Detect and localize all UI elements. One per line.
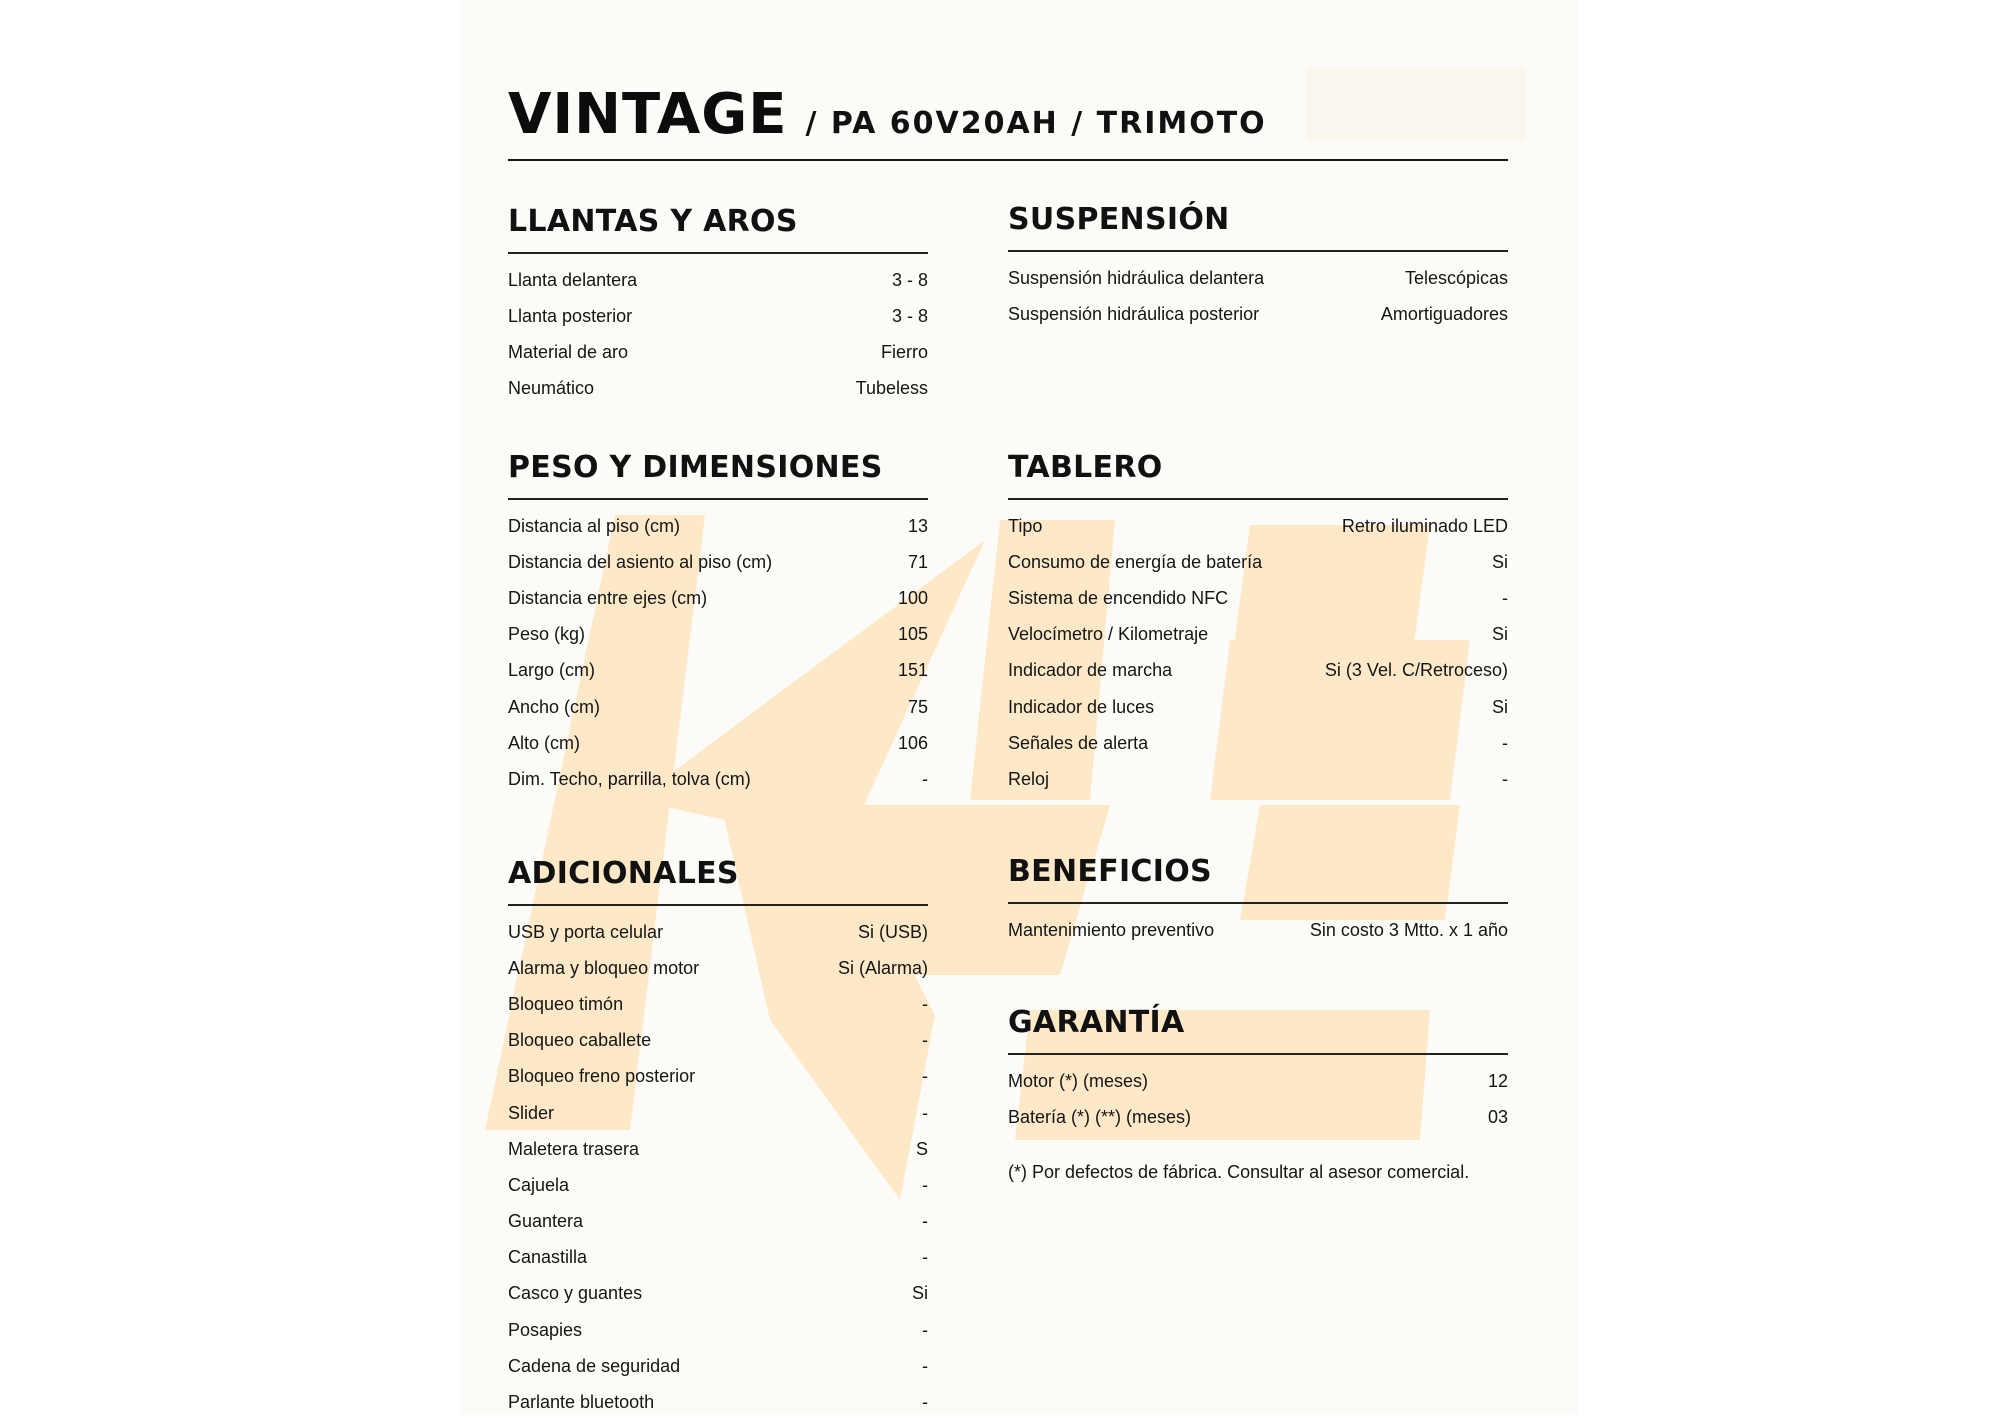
spec-label: Distancia del asiento al piso (cm) — [508, 551, 773, 572]
spec-label: Consumo de energía de batería — [1008, 551, 1263, 572]
spec-value: 12 — [1487, 1070, 1508, 1091]
spec-label: Indicador de luces — [1008, 696, 1155, 717]
spec-label: Maletera trasera — [508, 1138, 640, 1159]
section-adicionales — [508, 854, 928, 1421]
spec-label: Slider — [508, 1102, 555, 1123]
spec-row — [1008, 260, 1508, 296]
spec-row — [508, 653, 928, 689]
section-tablero — [1008, 448, 1508, 798]
spec-row — [508, 1059, 928, 1095]
spec-label: Material de aro — [508, 341, 629, 362]
spec-row — [508, 371, 928, 407]
spec-label: Largo (cm) — [508, 660, 596, 681]
spec-label: Distancia al piso (cm) — [508, 515, 681, 536]
section-peso-y-dimensiones — [508, 448, 928, 798]
spec-row — [1008, 1063, 1508, 1099]
spec-row — [508, 334, 928, 370]
spec-label: Distancia entre ejes (cm) — [508, 587, 708, 608]
section-garantia — [1008, 1003, 1508, 1135]
spec-row — [508, 950, 928, 986]
spec-label: Llanta posterior — [508, 305, 633, 326]
header-divider — [508, 159, 1508, 161]
spec-label: Parlante bluetooth — [508, 1392, 655, 1413]
spec-value: 75 — [907, 696, 928, 717]
brand-logo-area — [1306, 67, 1526, 141]
spec-row — [508, 1312, 928, 1348]
spec-row — [508, 1204, 928, 1240]
spec-label: Ancho (cm) — [508, 696, 601, 717]
spec-label: Alto (cm) — [508, 732, 580, 753]
spec-value: Si (USB) — [857, 921, 928, 942]
section-divider — [508, 498, 928, 500]
spec-value: - — [922, 1392, 928, 1413]
spec-row — [1008, 653, 1508, 689]
section-llantas-y-aros — [508, 202, 928, 407]
spec-label: Bloqueo timón — [508, 993, 624, 1014]
spec-value: - — [1502, 768, 1508, 789]
spec-value: - — [922, 1211, 928, 1232]
spec-label: Peso (kg) — [508, 624, 586, 645]
spec-value: 03 — [1487, 1106, 1508, 1127]
spec-label: Posapies — [508, 1319, 583, 1340]
section-divider — [1008, 1053, 1508, 1055]
spec-row — [508, 1276, 928, 1312]
spec-label: Motor (*) (meses) — [1008, 1070, 1149, 1091]
spec-value: Fierro — [880, 341, 928, 362]
spec-value: - — [922, 1174, 928, 1195]
spec-value: - — [922, 1030, 928, 1051]
spec-row — [1008, 617, 1508, 653]
spec-row — [508, 1023, 928, 1059]
spec-label: Bloqueo freno posterior — [508, 1066, 696, 1087]
section-title: LLANTAS Y AROS — [508, 204, 798, 239]
spec-row — [508, 725, 928, 761]
spec-value: Si — [911, 1283, 928, 1304]
section-title: SUSPENSIÓN — [1008, 202, 1230, 237]
spec-row — [508, 1131, 928, 1167]
spec-row — [1008, 508, 1508, 544]
spec-value: - — [922, 1102, 928, 1123]
spec-row — [1008, 725, 1508, 761]
section-divider — [508, 904, 928, 906]
spec-row — [508, 580, 928, 616]
spec-row — [508, 986, 928, 1022]
spec-value: Si (Alarma) — [837, 957, 928, 978]
spec-label: Suspensión hidráulica posterior — [1008, 303, 1260, 324]
spec-value: 3 - 8 — [891, 269, 928, 290]
spec-value: Si — [1491, 696, 1508, 717]
spec-value: - — [922, 1066, 928, 1087]
section-title: PESO Y DIMENSIONES — [508, 450, 883, 485]
spec-label: Velocímetro / Kilometraje — [1008, 624, 1209, 645]
spec-row — [1008, 1099, 1508, 1135]
spec-row — [508, 298, 928, 334]
section-title: GARANTÍA — [1008, 1005, 1185, 1040]
spec-label: Suspensión hidráulica delantera — [1008, 267, 1265, 288]
spec-label: Guantera — [508, 1211, 584, 1232]
spec-value: Si (3 Vel. C/Retroceso) — [1324, 660, 1508, 681]
spec-value: Si — [1491, 551, 1508, 572]
spec-value: - — [922, 993, 928, 1014]
section-beneficios — [1008, 852, 1508, 948]
spec-value: 3 - 8 — [891, 305, 928, 326]
spec-row — [508, 914, 928, 950]
section-title: ADICIONALES — [508, 856, 739, 891]
spec-label: Cadena de seguridad — [508, 1355, 681, 1376]
spec-value: 13 — [907, 515, 928, 536]
spec-label: Reloj — [1008, 768, 1050, 789]
spec-value: S — [915, 1138, 928, 1159]
section-title: BENEFICIOS — [1008, 854, 1212, 889]
spec-label: Mantenimiento preventivo — [1008, 919, 1215, 940]
spec-row — [1008, 689, 1508, 725]
spec-row — [508, 617, 928, 653]
spec-label: Dim. Techo, parrilla, tolva (cm) — [508, 768, 751, 789]
section-title: TABLERO — [1008, 450, 1163, 485]
spec-row — [508, 1095, 928, 1131]
spec-row — [1008, 544, 1508, 580]
spec-row — [508, 761, 928, 797]
spec-value: 151 — [897, 660, 928, 681]
spec-value: Telescópicas — [1404, 267, 1508, 288]
section-divider — [508, 252, 928, 254]
spec-label: Casco y guantes — [508, 1283, 643, 1304]
product-title: VINTAGE — [508, 82, 788, 147]
spec-value: 106 — [897, 732, 928, 753]
section-divider — [1008, 498, 1508, 500]
spec-row — [1008, 912, 1508, 948]
spec-label: Batería (*) (**) (meses) — [1008, 1106, 1192, 1127]
spec-label: Cajuela — [508, 1174, 570, 1195]
spec-label: Sistema de encendido NFC — [1008, 587, 1229, 608]
spec-value: Sin costo 3 Mtto. x 1 año — [1309, 919, 1508, 940]
spec-label: USB y porta celular — [508, 921, 664, 942]
spec-value: Tubeless — [855, 378, 928, 399]
spec-value: Retro iluminado LED — [1341, 515, 1508, 536]
spec-value: Si — [1491, 624, 1508, 645]
spec-value: - — [922, 1247, 928, 1268]
spec-value: - — [1502, 587, 1508, 608]
spec-row — [508, 1167, 928, 1203]
spec-label: Canastilla — [508, 1247, 588, 1268]
section-suspension — [1008, 200, 1508, 332]
spec-label: Bloqueo caballete — [508, 1030, 652, 1051]
spec-label: Tipo — [1008, 515, 1043, 536]
spec-row — [508, 544, 928, 580]
spec-row — [508, 1240, 928, 1276]
spec-row — [508, 689, 928, 725]
spec-row — [1008, 761, 1508, 797]
product-subtitle: / PA 60V20AH / TRIMOTO — [805, 106, 1267, 141]
spec-label: Alarma y bloqueo motor — [508, 957, 700, 978]
spec-value: 71 — [907, 551, 928, 572]
warranty-footnote: (*) Por defectos de fábrica. Consultar al asesor comercial. — [1008, 1162, 1470, 1182]
spec-row — [508, 508, 928, 544]
spec-label: Neumático — [508, 378, 595, 399]
spec-row — [508, 1348, 928, 1384]
section-divider — [1008, 902, 1508, 904]
spec-label: Indicador de marcha — [1008, 660, 1173, 681]
spec-row — [508, 262, 928, 298]
spec-label: Señales de alerta — [1008, 732, 1149, 753]
spec-row — [508, 1384, 928, 1420]
spec-value: - — [922, 1319, 928, 1340]
spec-value: - — [1502, 732, 1508, 753]
spec-value: - — [922, 1355, 928, 1376]
spec-label: Llanta delantera — [508, 269, 638, 290]
spec-value: - — [922, 768, 928, 789]
spec-value: 105 — [897, 624, 928, 645]
document-header — [508, 82, 1267, 147]
spec-value: Amortiguadores — [1380, 303, 1508, 324]
spec-value: 100 — [897, 587, 928, 608]
spec-row — [1008, 296, 1508, 332]
spec-row — [1008, 580, 1508, 616]
section-divider — [1008, 250, 1508, 252]
